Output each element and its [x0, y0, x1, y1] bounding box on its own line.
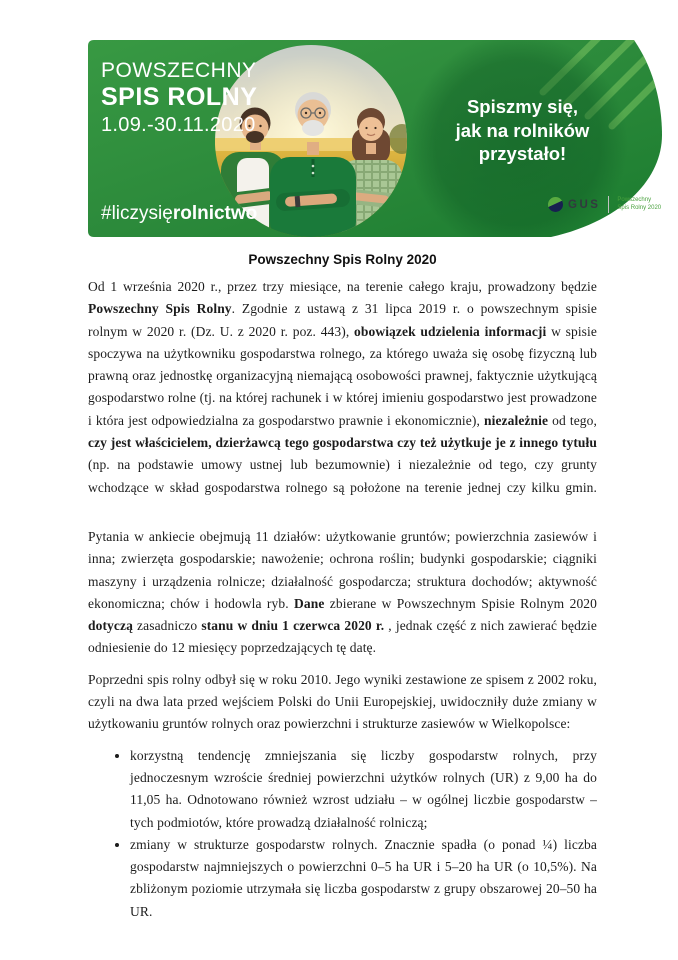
slogan-line: przystało!: [478, 143, 567, 164]
gus-logo-icon: [548, 197, 563, 212]
banner-title-line2: SPIS ROLNY: [101, 83, 258, 111]
banner-dates: 1.09.-30.11.2020: [101, 114, 256, 136]
gus-logo-text: GUS: [568, 198, 601, 211]
bold-text-segment: obowiązek udzielenia informacji: [354, 323, 547, 339]
gus-logo: [548, 196, 661, 213]
bullet-item: [130, 745, 597, 834]
banner-title-block: [101, 60, 257, 135]
text-segment: Od 1 września 2020 r., przez trzy miesiące, na terenie całego kraju, prowadzony będzie: [88, 279, 597, 294]
bold-text-segment: Dane: [294, 595, 325, 611]
text-segment: zbierane w Powszechnym Spisie Rolnym 2020: [324, 595, 598, 611]
bold-text-segment: czy jest właścicielem, dzierżawcą tego gospodarstwa czy też użytkuje je z innego tytułu: [88, 435, 597, 451]
text-segment: . Zgodnie z ustawą z 31 lipca 2019 r. o powszechnym spisie rolnym w 2020 r. (Dz. U. z 2020 r. poz. 443),: [88, 301, 597, 339]
paragraph: [88, 526, 597, 660]
text-segment: zasadniczo: [132, 618, 202, 634]
text-segment: (np. na podstawie umowy ustnej lub bezumownie) i niezależnie od tego, czy grunty wchodzące w skład gospodarstwa rolnego są położone na terenie jednej czy kilku gmin.: [88, 457, 597, 495]
slogan-line: jak na rolników: [455, 119, 590, 141]
banner-slogan: [435, 95, 610, 166]
text-segment: w spisie spoczywa na użytkowniku gospodarstwa rolnego, za którego uważa się osobę fizyczną lub prawną oraz jednostkę organizacyjną niemającą osobowości prawnej, faktycznie użytkującą gospodarstwo rolne (tj. na której rachunek i w której imieniu gospodarstwo jest prowadzone i która jest odpowiedzialna za gospodarstwo prawnie i ekonomicznie),: [88, 323, 597, 428]
bold-text-segment: Powszechny Spis Rolny: [88, 301, 232, 317]
banner-hashtag: [101, 203, 257, 225]
gus-logo-caption: Powszechny Spis Rolny 2020: [617, 197, 662, 211]
bullet-list: [88, 745, 597, 923]
banner-title-line1: POWSZECHNY: [101, 59, 257, 82]
bold-text-segment: stanu w dniu 1 czerwca 2020 r.: [201, 618, 385, 634]
text-segment: Pytania w ankiecie obejmują 11 działów: użytkowanie gruntów; powierzchnia zasiewów i inna; zwierzęta gospodarskie; nawożenie; ochrona roślin; budynki gospodarskie; ciągniki maszyny i urządzenia rolnicze; działalność gospodarcza; struktura dochodów; aktywność ekonomiczna; chów i hodowla ryb.: [88, 528, 597, 611]
slogan-line: Spiszmy się,: [466, 96, 579, 117]
hashtag-bold: rolnictwo: [172, 203, 258, 224]
paragraph: [88, 276, 597, 499]
document-title: Powszechny Spis Rolny 2020: [248, 252, 437, 267]
text-segment: zmiany w strukturze gospodarstw rolnych. Znacznie spadła (o ponad ¼) liczba gospodarstw najmniejszych o powierzchni 0–5 ha UR i 5–20 ha UR (o 10,5%). Na zbliżonym poziomie utrzymała się liczba gospodarstw z grupy obszarowej 20–50 ha UR.: [130, 836, 597, 919]
bullet-item: [130, 834, 597, 923]
paragraph: [88, 669, 597, 736]
text-segment: korzystną tendencję zmniejszania się liczby gospodarstw rolnych, przy jednoczesnym wzroście średniej powierzchni użytków rolnych (UR) z 9,00 ha do 11,05 ha. Odnotowano również wzrost udziału – w ogólnej liczbie gospodarstw – tych podmiotów, które prowadzą działalność rolniczą;: [130, 747, 597, 830]
document-body: [88, 252, 597, 923]
census-banner: [88, 40, 662, 237]
text-segment: , jednak część z nich zawierać będzie odniesienie do 12 miesięcy poprzedzających tę datę.: [88, 618, 597, 656]
text-segment: od tego,: [548, 412, 597, 428]
bold-text-segment: dotyczą: [88, 618, 133, 634]
gus-logo-divider: [608, 196, 609, 213]
document-text-blocks: [88, 276, 597, 923]
text-segment: Poprzedni spis rolny odbył się w roku 2010. Jego wyniki zestawione ze spisem z 2002 roku, czyli na dwa lata przed wejściem Polski do Unii Europejskiej, uwidoczniły duże zmiany w użytkowaniu gruntów rolnych oraz powierzchni i strukturze zasiewów w Wielkopolsce:: [88, 671, 597, 732]
bold-text-segment: niezależnie: [483, 412, 549, 428]
hashtag-regular: #liczysię: [101, 203, 173, 224]
